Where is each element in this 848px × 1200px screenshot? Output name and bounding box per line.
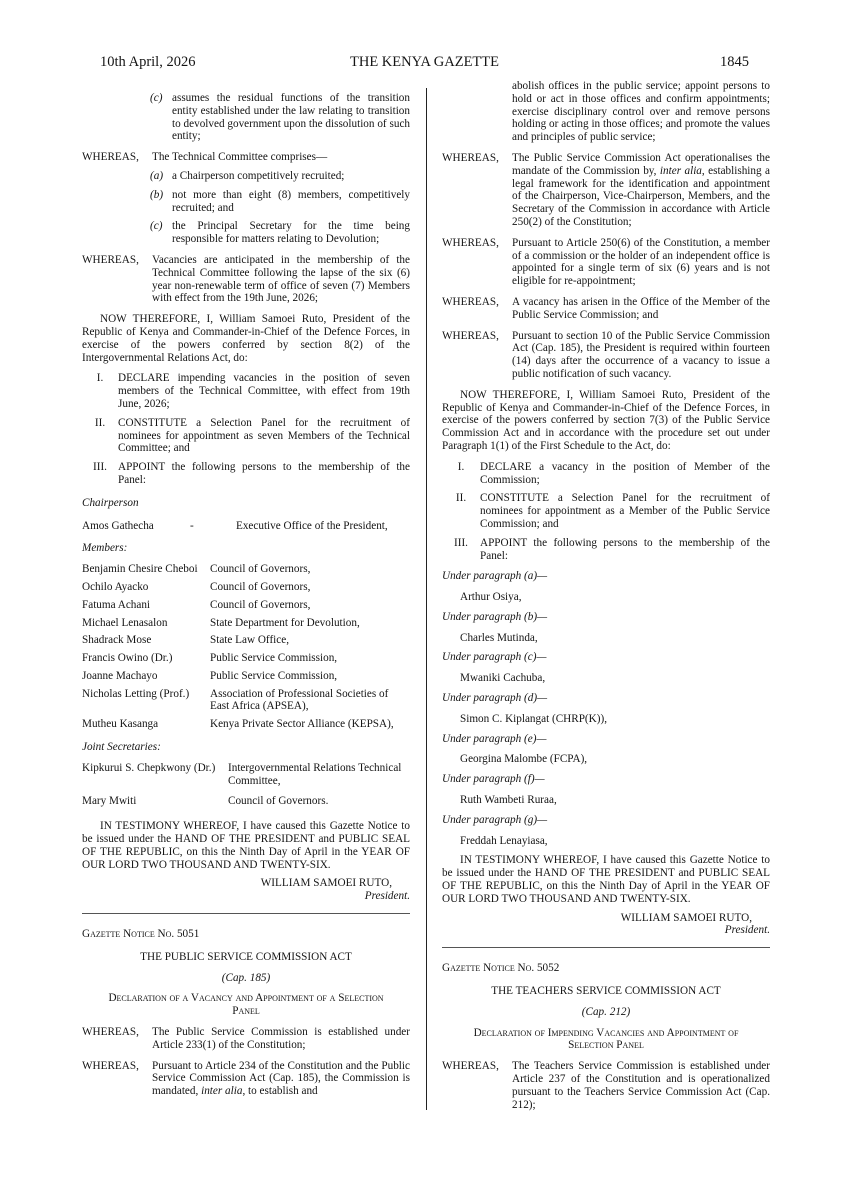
- act-title: THE PUBLIC SERVICE COMMISSION ACT: [140, 950, 352, 963]
- panel-member-name: Charles Mutinda,: [460, 631, 538, 644]
- roman-item: II. CONSTITUTE a Selection Panel for the recruitment of nominees for appointment as a Member of the Public Service Commission; and: [455, 492, 770, 530]
- roman-item: III. APPOINT the following persons to the membership of the Panel:: [454, 536, 770, 562]
- signer-title: President.: [364, 890, 410, 903]
- testimony-paragraph: IN TESTIMONY WHEREOF, I have caused this Gazette Notice to be issued under the HAND OF THE PRESIDENT and PUBLIC SEAL OF THE REPUBLIC, on this the Ninth Day of April in the YEAR OF OUR LORD TWO THOUSAND AND TWENTY-SIX.: [82, 820, 410, 871]
- paragraph-heading: Under paragraph (b)—: [442, 610, 548, 623]
- whereas-article-250: WHEREAS, Pursuant to Article 250(6) of the Constitution, a member of a commission or the holder of an independent office is appointed for a single term of six (6) years and is not eligible for re-appointment;: [442, 236, 770, 288]
- secretary-row: Mary Mwiti Council of Governors.: [82, 795, 329, 808]
- now-therefore-paragraph: NOW THEREFORE, I, William Samoei Ruto, President of the Republic of Kenya and Commander-in-Chief of the Defence Forces, in exercise of the powers conferred by section 7(3) of the Public Service Commission Act and in accordance with the procedure set out under Paragraph 1(1) of the First Schedule to the Act, do:: [442, 388, 770, 452]
- panel-member-name: Simon C. Kiplangat (CHRP(K)),: [460, 712, 607, 725]
- header-page-number: 1845: [720, 54, 749, 70]
- gazette-notice-number: Gazette Notice No. 5052: [442, 962, 560, 975]
- paragraph-heading: Under paragraph (a)—: [442, 570, 548, 583]
- paragraph-heading: Under paragraph (g)—: [442, 813, 548, 826]
- signer-title: President.: [724, 924, 770, 937]
- right-column: [442, 80, 770, 1111]
- declaration-title: Declaration of a Vacancy and Appointment of a Selection Panel: [108, 992, 384, 1018]
- tc-item: (b) not more than eight (8) members, competitively recruited; and: [150, 188, 410, 214]
- member-row: Nicholas Letting (Prof.) Association of Professional Societies of East Africa (APSEA),: [82, 687, 389, 713]
- clause-c: [150, 92, 410, 143]
- act-title: THE TEACHERS SERVICE COMMISSION ACT: [491, 985, 721, 998]
- notice-separator: [442, 947, 770, 948]
- member-row: Fatuma Achani Council of Governors,: [82, 598, 311, 611]
- panel-member-name: Georgina Malombe (FCPA),: [460, 753, 588, 766]
- panel-member-name: Mwaniki Cachuba,: [460, 672, 546, 685]
- whereas-psc-mandate: WHEREAS, Pursuant to Article 234 of the Constitution and the Public Service Commission Act (Cap. 185), the Commission is mandated, inter alia, to establish and: [82, 1059, 410, 1098]
- clause-mark: (c): [150, 92, 163, 104]
- whereas-psc-established: WHEREAS, The Public Service Commission is established under Article 233(1) of the Constitution;: [82, 1026, 410, 1051]
- signer-name: WILLIAM SAMOEI RUTO,: [260, 877, 392, 890]
- roman-item: I. DECLARE impending vacancies in the position of seven members of the Technical Committee, with effect from 19th June, 2026;: [96, 372, 410, 410]
- members-heading: Members:: [82, 542, 128, 555]
- header-title: THE KENYA GAZETTE: [350, 54, 500, 70]
- roman-item: I. DECLARE a vacancy in the position of Member of the Commission;: [457, 460, 770, 486]
- panel-member-name: Arthur Osiya,: [460, 591, 522, 604]
- chairperson-row: Amos Gathecha - Executive Office of the President,: [82, 519, 388, 532]
- notice-separator: [82, 913, 410, 914]
- member-row: Mutheu Kasanga Kenya Private Sector Alliance (KEPSA),: [82, 718, 394, 731]
- continued-text: abolish offices in the public service; appoint persons to hold or act in those offices and confirm appointments; exercise disciplinary control over and remove persons holding or acting in those offices; and promote the values and principles of public service;: [512, 80, 770, 144]
- whereas-tsc-established: WHEREAS, The Teachers Service Commission is established under Article 237 of the Constitution and is operationalized pursuant to the Teachers Service Commission Act (Cap. 212);: [442, 1060, 770, 1111]
- joint-secretaries-heading: Joint Secretaries:: [82, 741, 161, 754]
- act-cap: (Cap. 212): [581, 1005, 631, 1018]
- secretary-row: Kipkurui S. Chepkwony (Dr.) Intergovernmental Relations Technical Committee,: [82, 761, 402, 787]
- panel-member-name: Freddah Lenayiasa,: [460, 834, 548, 847]
- column-divider: [426, 88, 427, 1110]
- whereas-vacancies: WHEREAS, Vacancies are anticipated in the membership of the Technical Committee following the lapse of the six (6) year non-renewable term of office of seven (7) Members with effect from the 19th June, 2026;: [82, 253, 410, 305]
- member-row: Francis Owino (Dr.) Public Service Commission,: [82, 652, 338, 665]
- header-date: 10th April, 2026: [100, 54, 196, 70]
- member-row: Michael Lenasalon State Department for Devolution,: [82, 616, 360, 629]
- chairperson-heading: Chairperson: [82, 496, 139, 509]
- paragraph-heading: Under paragraph (c)—: [442, 651, 547, 664]
- act-cap: (Cap. 185): [221, 971, 271, 984]
- whereas-section-10: WHEREAS, Pursuant to section 10 of the Public Service Commission Act (Cap. 185), the President is required within fourteen (14) days after the occurrence of a vacancy to issue a public notification of such vacancy.: [442, 329, 770, 380]
- gazette-notice-number: Gazette Notice No. 5051: [82, 928, 200, 941]
- member-row: Benjamin Chesire Cheboi Council of Governors,: [82, 563, 311, 576]
- member-row: Joanne Machayo Public Service Commission,: [82, 669, 338, 682]
- paragraph-heading: Under paragraph (f)—: [442, 773, 545, 786]
- member-row: Shadrack Mose State Law Office,: [82, 634, 290, 647]
- roman-item: II. CONSTITUTE a Selection Panel for the recruitment of nominees for appointment as seven Members of the Technical Committee; and: [94, 416, 410, 455]
- now-therefore-paragraph: NOW THEREFORE, I, William Samoei Ruto, President of the Republic of Kenya and Commander-in-Chief of the Defence Forces, in exercise of the powers conferred by section 8(2) of the Intergovernmental Relations Act, do:: [82, 313, 410, 364]
- member-row: Ochilo Ayacko Council of Governors,: [82, 580, 311, 593]
- tc-item: (a) a Chairperson competitively recruited;: [150, 169, 345, 182]
- roman-item: III. APPOINT the following persons to the membership of the Panel:: [93, 461, 410, 486]
- whereas-technical-committee: WHEREAS, The Technical Committee comprises—: [82, 151, 328, 164]
- declaration-title: Declaration of Impending Vacancies and Appointment of Selection Panel: [473, 1026, 739, 1052]
- testimony-paragraph: IN TESTIMONY WHEREOF, I have caused this Gazette Notice to be issued under the HAND OF THE PRESIDENT and PUBLIC SEAL OF THE REPUBLIC, on this the Ninth Day of April in the YEAR OF OUR LORD TWO THOUSAND AND TWENTY-SIX.: [442, 854, 770, 905]
- panel-member-name: Ruth Wambeti Ruraa,: [460, 794, 557, 807]
- paragraph-heading: Under paragraph (d)—: [442, 692, 548, 705]
- clause-text: assumes the residual functions of the transition entity established under the law relating to transition to devolved government upon the dissolution of such entity;: [172, 92, 410, 143]
- left-column: [82, 92, 410, 1098]
- tc-item: (c) the Principal Secretary for the time being responsible for matters relating to Devolution;: [150, 220, 410, 246]
- signer-name: WILLIAM SAMOEI RUTO,: [620, 911, 752, 924]
- whereas-psc-act: WHEREAS, The Public Service Commission Act operationalises the mandate of the Commission by, inter alia, establishing a legal framework for the identification and appointment of the Chairperson, Vice-Chairperson, Members, and the Secretary of the Commission in accordance with Article 250(2) of the Constitution;: [442, 151, 770, 228]
- whereas-vacancy-arisen: WHEREAS, A vacancy has arisen in the Office of the Member of the Public Service Commission; and: [442, 295, 770, 321]
- paragraph-heading: Under paragraph (e)—: [442, 732, 547, 745]
